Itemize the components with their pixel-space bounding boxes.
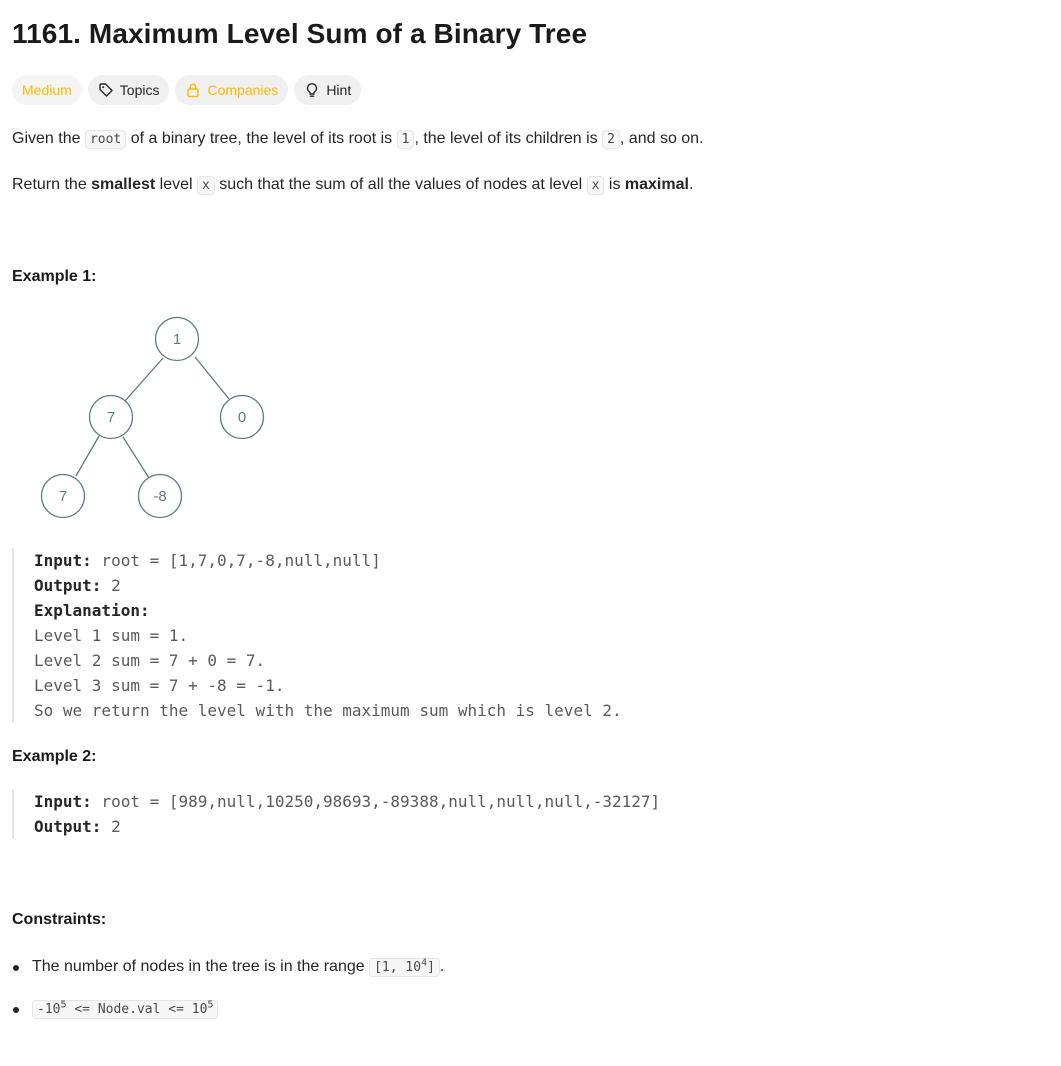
example-2-code-block (12, 789, 660, 839)
explanation-line: Level 2 sum = 7 + 0 = 7. (34, 651, 266, 670)
explanation-line: So we return the level with the maximum sum which is level 2. (34, 701, 622, 720)
lock-icon (185, 82, 201, 98)
description-paragraph-2 (12, 173, 693, 198)
output-label: Output: (34, 576, 102, 595)
companies-button[interactable] (175, 75, 288, 105)
superscript: 5 (207, 999, 214, 1011)
binary-tree-diagram (29, 306, 269, 526)
code-text: <= Node.val <= 10 (66, 1002, 208, 1017)
example-1-code-block (12, 548, 622, 723)
tree-node-label: 1 (172, 331, 182, 348)
input-value: root = [1,7,0,7,-8,null,null] (91, 551, 381, 570)
tree-edge (76, 436, 99, 476)
hint-label: Hint (326, 82, 352, 98)
constraints-heading: Constraints: (12, 911, 107, 928)
constraints-list (12, 952, 444, 1024)
topics-button[interactable] (88, 75, 170, 105)
example-1-heading: Example 1: (12, 268, 97, 285)
inline-code: x (197, 176, 215, 195)
text: of a binary tree, the level of its root is (126, 130, 397, 147)
problem-title: 1161. Maximum Level Sum of a Binary Tree (12, 18, 588, 49)
superscript: 5 (60, 999, 67, 1011)
inline-code (369, 958, 440, 977)
explanation-label: Explanation: (34, 601, 150, 620)
tree-edge (125, 358, 163, 401)
topics-label: Topics (119, 82, 160, 98)
tree-node-label: 0 (237, 409, 247, 426)
explanation-line: Level 3 sum = 7 + -8 = -1. (34, 676, 285, 695)
output-value: 2 (101, 576, 121, 595)
text: . (688, 176, 694, 193)
example-2-heading: Example 2: (12, 748, 97, 765)
tree-edge (195, 357, 229, 399)
text: is (604, 176, 625, 193)
input-label: Input: (34, 792, 92, 811)
constraint-text: The number of nodes in the tree is in the range (32, 958, 370, 975)
tree-node-label: 7 (58, 488, 68, 505)
input-value: root = [989,null,10250,98693,-89388,null,null,null,-32127] (91, 792, 661, 811)
text: , and so on. (619, 130, 704, 147)
inline-code: x (587, 176, 605, 195)
output-label: Output: (34, 817, 102, 836)
superscript: 4 (421, 957, 428, 969)
text: level (155, 176, 197, 193)
hint-button[interactable] (294, 75, 361, 105)
description-paragraph-1 (12, 127, 704, 152)
text: Given the (12, 130, 85, 147)
difficulty-label: Medium (22, 82, 72, 98)
companies-label: Companies (207, 82, 279, 98)
list-item (12, 994, 444, 1024)
code-text: [1, 10 (374, 960, 422, 975)
text: Return the (12, 176, 92, 193)
bold-text: maximal (624, 176, 689, 193)
text: such that the sum of all the values of nodes at level (214, 176, 587, 193)
inline-code: 1 (397, 130, 415, 149)
output-value: 2 (101, 817, 121, 836)
tree-node-label: 7 (106, 409, 116, 426)
tag-row (12, 75, 361, 105)
difficulty-badge (12, 75, 82, 105)
code-text: ] (427, 960, 435, 975)
text: . (439, 958, 445, 975)
text: , the level of its children is (414, 130, 603, 147)
inline-code (32, 1000, 218, 1019)
input-label: Input: (34, 551, 92, 570)
tree-node-label: -8 (153, 488, 167, 505)
code-text: -10 (37, 1002, 61, 1017)
tag-icon (98, 82, 114, 98)
explanation-line: Level 1 sum = 1. (34, 626, 189, 645)
bold-text: smallest (91, 176, 156, 193)
inline-code: 2 (602, 130, 620, 149)
inline-code: root (85, 130, 126, 149)
lightbulb-icon (304, 82, 320, 98)
list-item (12, 952, 444, 982)
tree-edge (123, 437, 149, 478)
